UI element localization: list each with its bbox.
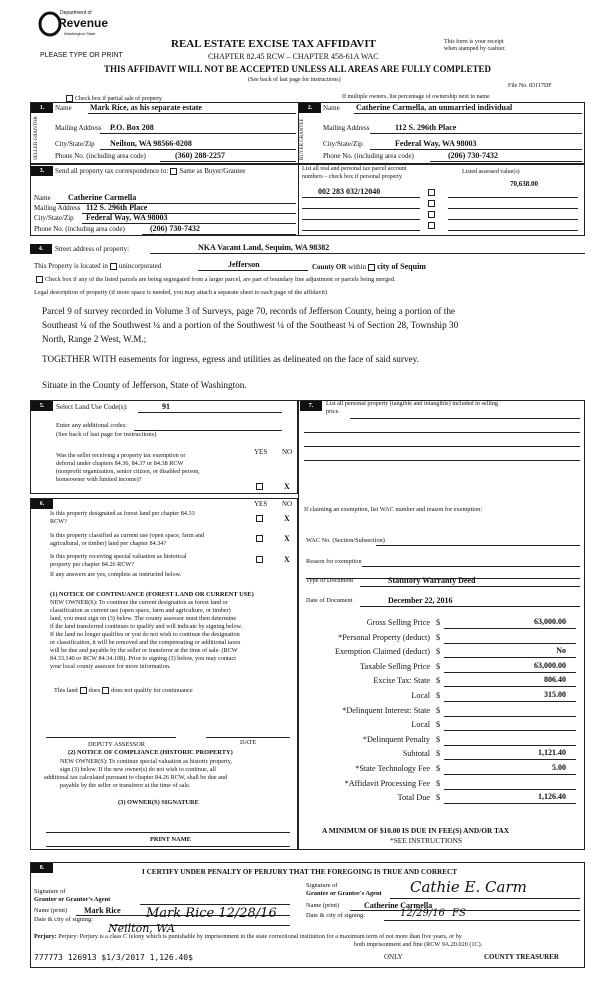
calc-dollar-sign: $ xyxy=(436,779,441,788)
perjury-notice: Perjury: Perjury: Perjury is a class C felony which is punishable by imprisonment in the state correctional institution for a maximum term of not more than five years, or by xyxy=(34,933,462,940)
calc-label: *Delinquent Penalty xyxy=(362,735,430,744)
section-2-badge: 2. xyxy=(299,103,321,113)
calc-dollar-sign: $ xyxy=(436,706,441,715)
calc-label: Taxable Selling Price xyxy=(360,662,430,671)
multiple-owners-note: If multiple owners, list percentage of ownership next to name xyxy=(342,94,490,100)
calc-dollar-sign: $ xyxy=(436,662,441,671)
grantor-signature[interactable]: Mark Rice 12/28/16 xyxy=(146,906,277,921)
partial-sale-checkbox[interactable] xyxy=(66,95,73,102)
perjury-notice-2: both imprisonment and fine (RCW 9A.20.020 (1C). xyxy=(354,941,483,948)
calc-dollar-sign: $ xyxy=(436,676,441,685)
calc-label: Total Due xyxy=(397,793,430,802)
correspondence-label: Send all property tax correspondence to: Same as Buyer/Grantee xyxy=(55,167,246,175)
corr-name[interactable]: Catherine Carmella xyxy=(68,193,137,202)
exemption-yes-checkbox[interactable] xyxy=(256,483,263,490)
exemption-no-mark[interactable]: X xyxy=(284,482,290,491)
calc-label: *Personal Property (deduct) xyxy=(338,633,430,642)
calc-label: Gross Selling Price xyxy=(366,618,430,627)
historic-yes-checkbox[interactable] xyxy=(256,556,263,563)
section-4-badge: 4. xyxy=(30,244,52,254)
calc-value[interactable]: 5.00 xyxy=(552,763,566,772)
certify-statement: I CERTIFY UNDER PENALTY OF PERJURY THAT THE FOREGOING IS TRUE AND CORRECT xyxy=(142,868,457,876)
section-6-box xyxy=(30,498,298,850)
calc-label: Subtotal xyxy=(402,749,430,758)
grantee-date[interactable]: 12/29/16 xyxy=(400,908,445,919)
unincorporated-checkbox[interactable] xyxy=(110,263,117,270)
section-1-badge: 1. xyxy=(31,103,53,113)
forest-no-mark[interactable]: X xyxy=(284,514,290,523)
buyer-name[interactable]: Catherine Carmella, an unmarried individual xyxy=(356,103,513,112)
seller-address[interactable]: P.O. Box 208 xyxy=(110,123,154,132)
legal-line-5: Situate in the County of Jefferson, State of Washington. xyxy=(42,380,247,390)
receipt-2: when stamped by cashier. xyxy=(444,46,506,52)
calc-dollar-sign: $ xyxy=(436,764,441,773)
calc-label: *Delinquent Interest: State xyxy=(342,706,430,715)
segregated-row: Check box if any of the listed parcels are being segregated from a larger parcel, are part of boundary line adjustment or parcels being merged. xyxy=(34,276,396,283)
seller-city[interactable]: Neilton, WA 98566-0208 xyxy=(110,139,192,148)
current-use-yes-checkbox[interactable] xyxy=(256,535,263,542)
partial-sale-row[interactable]: Check box if partial sale of property xyxy=(64,95,162,102)
seller-name[interactable]: Mark Rice, as his separate estate xyxy=(90,103,202,112)
calc-value[interactable]: 1,126.40 xyxy=(538,792,566,801)
county-treasurer-label: COUNTY TREASURER xyxy=(484,953,559,961)
section-7-badge: 7. xyxy=(300,401,322,411)
property-location-row: This Property is located in unincorporated xyxy=(34,262,162,270)
calc-dollar-sign: $ xyxy=(436,793,441,802)
grantee-city[interactable]: FS xyxy=(452,908,466,919)
calc-dollar-sign: $ xyxy=(436,647,441,656)
grantor-print-name[interactable]: Mark Rice xyxy=(84,906,121,915)
grantee-signature-line[interactable] xyxy=(390,898,580,899)
logo-revenue: Revenue xyxy=(58,16,109,30)
property-county[interactable]: Jefferson xyxy=(228,260,260,269)
grantee-signature[interactable]: Cathie E. Carm xyxy=(410,878,527,896)
legal-line-3: North, Range 2 West, W.M.; xyxy=(42,334,147,344)
calc-value[interactable]: 63,000.00 xyxy=(534,661,566,670)
calc-label: Exemption Claimed (deduct) xyxy=(334,647,430,656)
does-checkbox[interactable] xyxy=(80,687,87,694)
legal-line-2: Southeast ¼ of the Southwest ¼ and a portion of the Southwest ¼ of the Southeast ¼ of Section 28, Township 30 xyxy=(42,320,459,330)
same-as-buyer-checkbox[interactable] xyxy=(170,168,177,175)
buyer-vertical-label: BUYER GRANTEE xyxy=(300,118,305,160)
calc-label: Local xyxy=(411,720,430,729)
document-date[interactable]: December 22, 2016 xyxy=(388,596,453,605)
dor-logo xyxy=(38,10,109,40)
legal-line-4: TOGETHER WITH easements for ingress, egress and utilities as delineated on the face of said survey. xyxy=(42,354,419,364)
calc-value[interactable]: 315.00 xyxy=(544,690,566,699)
only-label: ONLY xyxy=(384,953,403,961)
parcel-checkboxes[interactable] xyxy=(428,189,435,229)
city-checkbox[interactable] xyxy=(368,264,375,271)
calc-value[interactable]: 63,000.00 xyxy=(534,617,566,626)
calc-value[interactable]: 1,121.40 xyxy=(538,748,566,757)
receipt-1: This form is your receipt xyxy=(444,39,504,45)
calc-dollar-sign: $ xyxy=(436,633,441,642)
file-no: File No. 83117DF xyxy=(508,83,552,89)
minimum-fee-note: A MINIMUM OF $10.00 IS DUE IN FEE(S) AND/OR TAX xyxy=(322,826,510,835)
corr-address[interactable]: 112 S. 296th Place xyxy=(86,203,148,212)
calc-label: Excise Tax: State xyxy=(373,676,430,685)
corr-city[interactable]: Federal Way, WA 98003 xyxy=(86,213,168,222)
forest-yes-checkbox[interactable] xyxy=(256,515,263,522)
form-warning: THIS AFFIDAVIT WILL NOT BE ACCEPTED UNLESS ALL AREAS ARE FULLY COMPLETED xyxy=(104,64,492,74)
calc-dollar-sign: $ xyxy=(436,618,441,627)
calc-dollar-sign: $ xyxy=(436,720,441,729)
legal-line-1: Parcel 9 of survey recorded in Volume 3 of Surveys, page 70, records of Jefferson County, being a portion of the xyxy=(42,306,455,316)
logo-dept: Department of xyxy=(60,10,92,16)
land-use-code[interactable]: 91 xyxy=(162,402,170,411)
buyer-city[interactable]: Federal Way, WA 98003 xyxy=(395,139,477,148)
calc-label: Local xyxy=(411,691,430,700)
calc-value[interactable]: No xyxy=(556,646,566,655)
segregated-checkbox[interactable] xyxy=(36,276,43,283)
see-back: (See back of last page for instructions) xyxy=(248,77,341,83)
calc-dollar-sign: $ xyxy=(436,691,441,700)
grantor-city[interactable]: Neilton, WA xyxy=(108,922,175,935)
property-address[interactable]: NKA Vacant Land, Sequim, WA 98382 xyxy=(198,243,330,252)
parcel-number[interactable]: 002 283 032/12040 xyxy=(318,187,381,196)
form-title: REAL ESTATE EXCISE TAX AFFIDAVIT xyxy=(171,38,376,50)
seller-vertical-label: SELLER GRANTOR xyxy=(34,116,39,160)
calc-label: *Affidavit Processing Fee xyxy=(344,779,430,788)
document-type[interactable]: Statutory Warranty Deed xyxy=(388,576,476,585)
assessed-value[interactable]: 70,638.00 xyxy=(510,180,538,188)
corr-phone[interactable]: (206) 730-7432 xyxy=(150,224,200,233)
form-chapter: CHAPTER 82.45 RCW – CHAPTER 458-61A WAC xyxy=(208,52,379,61)
continuance-row: This land does does not qualify for continuance xyxy=(54,687,193,694)
calc-label: *State Technology Fee xyxy=(355,764,430,773)
see-instructions: *SEE INSTRUCTIONS xyxy=(390,836,463,845)
section-6-badge: 6. xyxy=(31,499,53,509)
calc-dollar-sign: $ xyxy=(436,735,441,744)
buyer-phone[interactable]: (206) 730-7432 xyxy=(448,151,498,160)
section-8-badge: 8. xyxy=(31,863,53,873)
section-3-badge: 3. xyxy=(31,166,53,176)
calc-value[interactable]: 806.40 xyxy=(544,675,566,684)
section-5-badge: 5. xyxy=(31,401,53,411)
buyer-address[interactable]: 112 S. 296th Place xyxy=(395,123,457,132)
grantor-signature-line[interactable] xyxy=(140,904,290,905)
does-not-checkbox[interactable] xyxy=(102,687,109,694)
historic-no-mark[interactable]: X xyxy=(284,555,290,564)
grantee-print-name[interactable]: Catherine Carmella xyxy=(364,901,433,910)
current-use-no-mark[interactable]: X xyxy=(284,534,290,543)
seller-phone[interactable]: (360) 288-2257 xyxy=(175,151,225,160)
treasurer-stamp: 777773 126913 $1/3/2017 1,126.40$ xyxy=(34,953,193,962)
please-type: PLEASE TYPE OR PRINT xyxy=(40,52,123,59)
calc-dollar-sign: $ xyxy=(436,749,441,758)
logo-state: Washington State xyxy=(64,31,96,36)
